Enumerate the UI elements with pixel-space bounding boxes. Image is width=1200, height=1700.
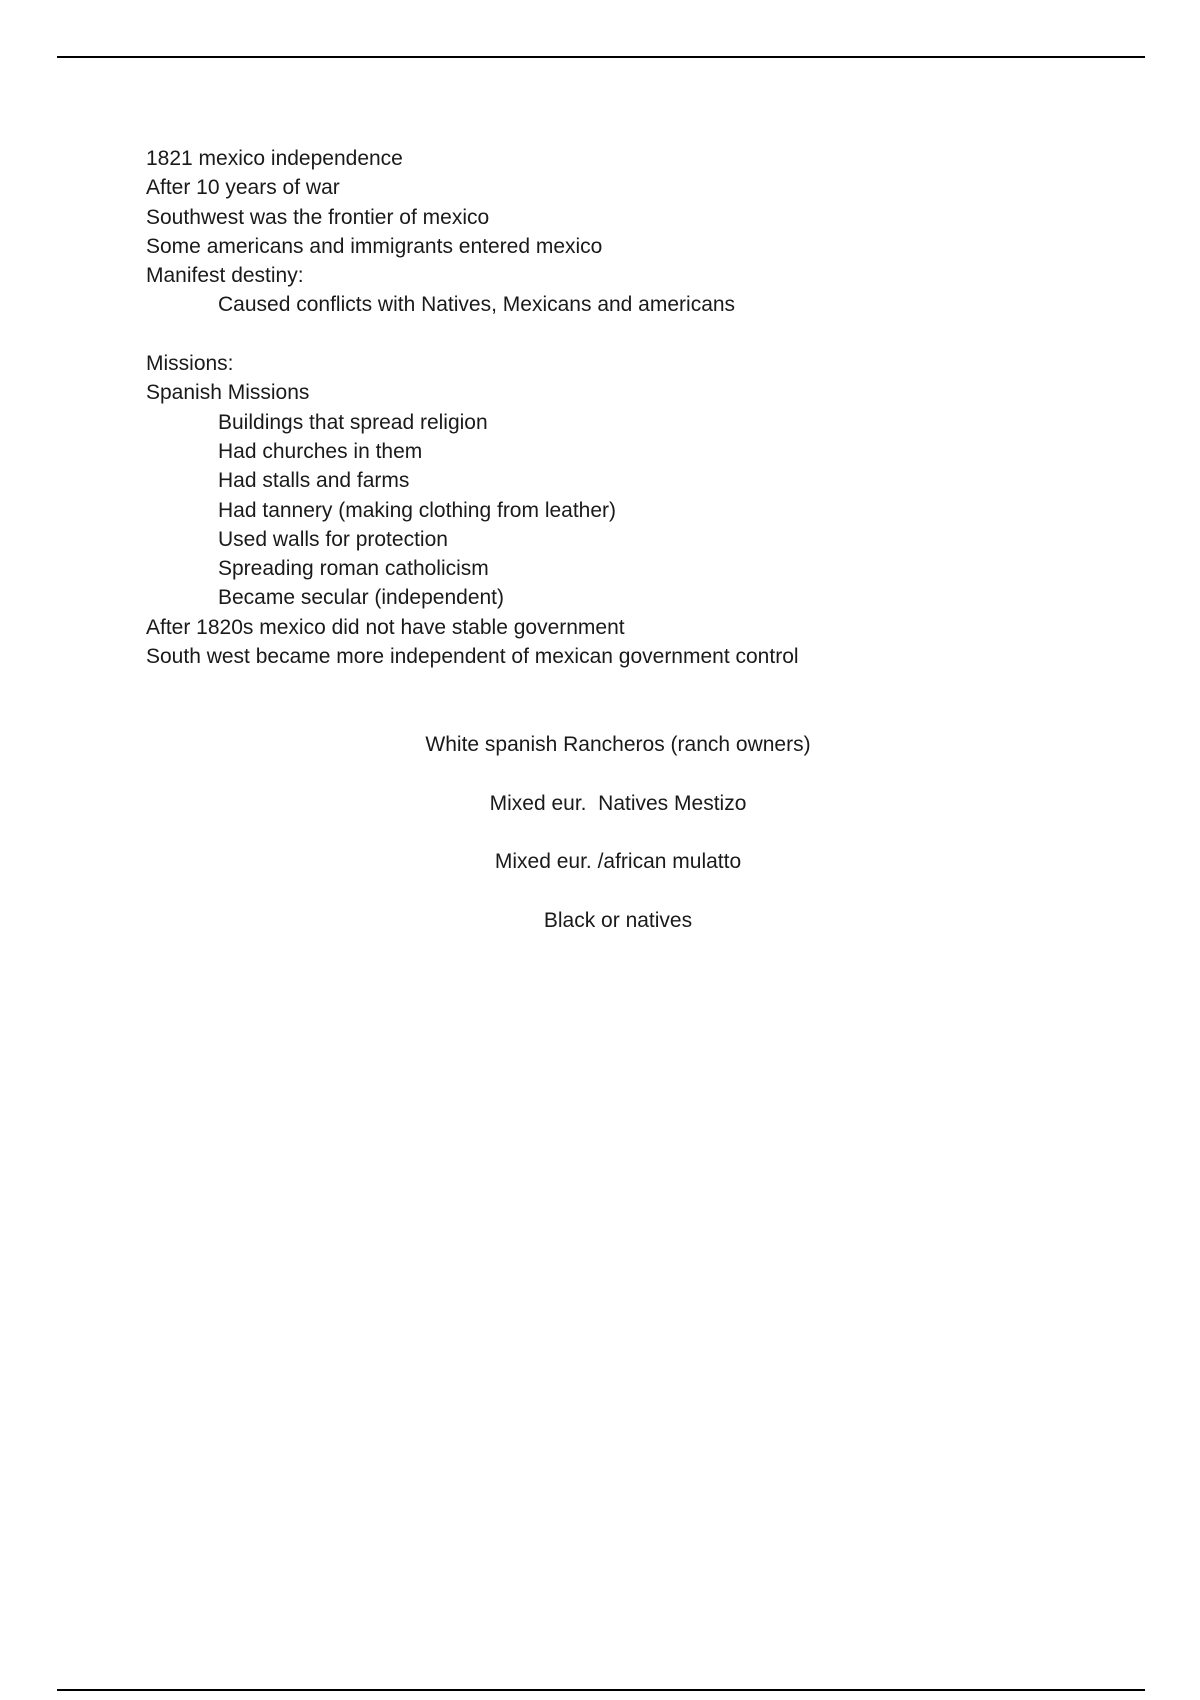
note-line: After 10 years of war [146,176,340,200]
section-heading-missions: Missions: [146,352,234,376]
mission-point: Became secular (independent) [218,586,505,610]
mission-point: Had stalls and farms [218,469,410,493]
mission-point: Had churches in them [218,439,423,463]
note-line: Southwest was the frontier of mexico [146,205,490,229]
hierarchy-tier: White spanish Rancheros (ranch owners) [425,733,811,756]
hierarchy-tier: Black or natives [543,908,693,932]
blank-line [146,320,1126,349]
note-line: South west became more independent of mexican government control [146,645,799,669]
section-heading-spanish-missions: Spanish Missions [146,381,310,405]
note-line: Manifest destiny: [146,264,304,288]
hierarchy-tier: Mixed eur. /african mulatto [494,850,742,873]
note-line: After 1820s mexico did not have stable government [146,615,625,639]
page-bottom-rule [57,1689,1145,1691]
mission-point: Had tannery (making clothing from leather) [218,498,617,522]
note-line: Some americans and immigrants entered mexico [146,234,603,258]
mission-point: Spreading roman catholicism [218,557,489,581]
page-top-rule [57,56,1145,58]
mission-point: Buildings that spread religion [218,410,488,434]
note-subpoint: Caused conflicts with Natives, Mexicans and americans [218,293,736,317]
social-hierarchy [0,730,1200,964]
mission-point: Used walls for protection [218,527,448,551]
hierarchy-tier: Mixed eur. Natives Mestizo [489,791,747,815]
notes-body [146,144,1126,671]
note-line: 1821 mexico independence [146,147,403,170]
